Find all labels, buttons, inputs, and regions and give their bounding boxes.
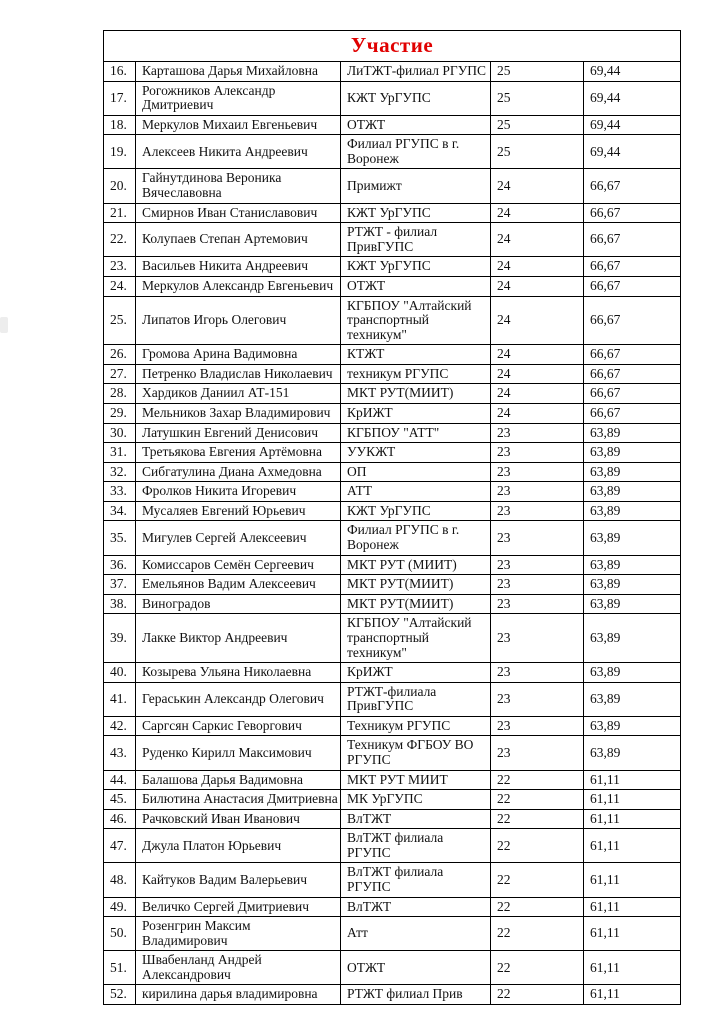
table-row [104,364,681,384]
score-cell: 22 [491,897,584,917]
percent-cell: 61,11 [584,951,681,985]
participant-name-cell: Сибгатулина Диана Ахмедовна [136,462,341,482]
row-number-cell: 17. [104,81,136,115]
institution-cell: МКТ РУТ (МИИТ) [341,555,491,575]
score-cell: 24 [491,384,584,404]
percent-cell: 63,89 [584,716,681,736]
table-row [104,829,681,863]
percent-cell: 63,89 [584,462,681,482]
row-number-cell: 31. [104,443,136,463]
row-number-cell: 37. [104,575,136,595]
row-number-cell: 25. [104,296,136,345]
table-row [104,985,681,1005]
score-cell: 23 [491,462,584,482]
participant-name-cell: Фролков Никита Игоревич [136,482,341,502]
row-number-cell: 48. [104,863,136,897]
participant-name-cell: Колупаев Степан Артемович [136,223,341,257]
institution-cell: КТЖТ [341,345,491,365]
participant-name-cell: Рачковский Иван Иванович [136,809,341,829]
score-cell: 25 [491,135,584,169]
row-number-cell: 28. [104,384,136,404]
table-row [104,951,681,985]
table-row [104,203,681,223]
participant-name-cell: Козырева Ульяна Николаевна [136,663,341,683]
score-cell: 24 [491,223,584,257]
percent-cell: 63,89 [584,594,681,614]
percent-cell: 61,11 [584,917,681,951]
table-row [104,863,681,897]
score-cell: 24 [491,403,584,423]
percent-cell: 66,67 [584,296,681,345]
percent-cell: 66,67 [584,223,681,257]
table-row [104,403,681,423]
row-number-cell: 35. [104,521,136,555]
score-cell: 23 [491,575,584,595]
table-row [104,614,681,663]
participant-name-cell: Комиссаров Семён Сергеевич [136,555,341,575]
institution-cell: КрИЖТ [341,403,491,423]
institution-cell: МК УрГУПС [341,790,491,810]
score-cell: 23 [491,423,584,443]
row-number-cell: 22. [104,223,136,257]
percent-cell: 63,89 [584,482,681,502]
percent-cell: 61,11 [584,897,681,917]
row-number-cell: 19. [104,135,136,169]
table-row [104,276,681,296]
institution-cell: ВлТЖТ филиала РГУПС [341,863,491,897]
scan-artifact-mark [0,317,8,333]
participant-name-cell: Громова Арина Вадимовна [136,345,341,365]
score-cell: 24 [491,257,584,277]
score-cell: 23 [491,716,584,736]
institution-cell: Филиал РГУПС в г. Воронеж [341,135,491,169]
row-number-cell: 44. [104,770,136,790]
participants-table [103,30,681,1005]
percent-cell: 61,11 [584,985,681,1005]
institution-cell: КГБПОУ "Алтайский транспортный техникум" [341,614,491,663]
table-row [104,345,681,365]
percent-cell: 63,89 [584,575,681,595]
score-cell: 23 [491,663,584,683]
percent-cell: 63,89 [584,663,681,683]
institution-cell: МКТ РУТ МИИТ [341,770,491,790]
row-number-cell: 46. [104,809,136,829]
participant-name-cell: Карташова Дарья Михайловна [136,62,341,82]
participant-name-cell: Лакке Виктор Андреевич [136,614,341,663]
participant-name-cell: Гераськин Александр Олегович [136,682,341,716]
percent-cell: 69,44 [584,81,681,115]
table-row [104,62,681,82]
participant-name-cell: Смирнов Иван Станиславович [136,203,341,223]
participant-name-cell: Кайтуков Вадим Валерьевич [136,863,341,897]
percent-cell: 66,67 [584,403,681,423]
score-cell: 23 [491,501,584,521]
row-number-cell: 26. [104,345,136,365]
institution-cell: РТЖТ-филиала ПривГУПС [341,682,491,716]
table-row [104,790,681,810]
row-number-cell: 23. [104,257,136,277]
row-number-cell: 43. [104,736,136,770]
row-number-cell: 32. [104,462,136,482]
institution-cell: РТЖТ - филиал ПривГУПС [341,223,491,257]
row-number-cell: 39. [104,614,136,663]
participant-name-cell: Мельников Захар Владимирович [136,403,341,423]
participant-name-cell: Балашова Дарья Вадимовна [136,770,341,790]
institution-cell: КГБПОУ "Алтайский транспортный техникум" [341,296,491,345]
percent-cell: 66,67 [584,364,681,384]
participant-name-cell: Руденко Кирилл Максимович [136,736,341,770]
row-number-cell: 21. [104,203,136,223]
score-cell: 24 [491,169,584,203]
participant-name-cell: Латушкин Евгений Денисович [136,423,341,443]
table-row [104,809,681,829]
percent-cell: 69,44 [584,115,681,135]
participant-name-cell: кирилина дарья владимировна [136,985,341,1005]
table-row [104,135,681,169]
institution-cell: ОТЖТ [341,276,491,296]
participants-table-body [104,62,681,1005]
table-row [104,115,681,135]
percent-cell: 61,11 [584,809,681,829]
institution-cell: ОП [341,462,491,482]
table-row [104,482,681,502]
row-number-cell: 18. [104,115,136,135]
participant-name-cell: Мусаляев Евгений Юрьевич [136,501,341,521]
table-row [104,423,681,443]
participant-name-cell: Меркулов Михаил Евгеньевич [136,115,341,135]
row-number-cell: 36. [104,555,136,575]
institution-cell: КЖТ УрГУПС [341,203,491,223]
table-row [104,663,681,683]
table-row [104,736,681,770]
participant-name-cell: Джула Платон Юрьевич [136,829,341,863]
page-title: Участие [104,31,681,62]
institution-cell: техникум РГУПС [341,364,491,384]
table-row [104,770,681,790]
percent-cell: 61,11 [584,863,681,897]
participant-name-cell: Мигулев Сергей Алексеевич [136,521,341,555]
row-number-cell: 47. [104,829,136,863]
table-row [104,917,681,951]
institution-cell: МКТ РУТ(МИИТ) [341,384,491,404]
table-row [104,462,681,482]
percent-cell: 63,89 [584,555,681,575]
score-cell: 23 [491,736,584,770]
table-row [104,169,681,203]
institution-cell: КрИЖТ [341,663,491,683]
percent-cell: 66,67 [584,276,681,296]
row-number-cell: 51. [104,951,136,985]
row-number-cell: 29. [104,403,136,423]
participant-name-cell: Величко Сергей Дмитриевич [136,897,341,917]
score-cell: 23 [491,482,584,502]
institution-cell: ВлТЖТ филиала РГУПС [341,829,491,863]
row-number-cell: 34. [104,501,136,521]
table-row [104,555,681,575]
percent-cell: 61,11 [584,770,681,790]
institution-cell: КГБПОУ "АТТ" [341,423,491,443]
percent-cell: 66,67 [584,384,681,404]
score-cell: 24 [491,276,584,296]
score-cell: 23 [491,682,584,716]
row-number-cell: 42. [104,716,136,736]
institution-cell: Техникум РГУПС [341,716,491,736]
participant-name-cell: Саргсян Саркис Геворгович [136,716,341,736]
institution-cell: УУКЖТ [341,443,491,463]
score-cell: 22 [491,770,584,790]
row-number-cell: 38. [104,594,136,614]
institution-cell: КЖТ УрГУПС [341,257,491,277]
score-cell: 22 [491,809,584,829]
score-cell: 25 [491,81,584,115]
institution-cell: МКТ РУТ(МИИТ) [341,594,491,614]
participant-name-cell: Розенгрин Максим Владимирович [136,917,341,951]
table-row [104,81,681,115]
table-row [104,296,681,345]
table-row [104,384,681,404]
percent-cell: 66,67 [584,345,681,365]
percent-cell: 63,89 [584,443,681,463]
institution-cell: Техникум ФГБОУ ВО РГУПС [341,736,491,770]
percent-cell: 63,89 [584,614,681,663]
score-cell: 23 [491,614,584,663]
participant-name-cell: Васильев Никита Андреевич [136,257,341,277]
participant-name-cell: Билютина Анастасия Дмитриевна [136,790,341,810]
score-cell: 24 [491,345,584,365]
title-row [104,31,681,62]
percent-cell: 66,67 [584,257,681,277]
score-cell: 22 [491,985,584,1005]
score-cell: 25 [491,62,584,82]
institution-cell: КЖТ УрГУПС [341,81,491,115]
institution-cell: ВлТЖТ [341,809,491,829]
row-number-cell: 20. [104,169,136,203]
institution-cell: ВлТЖТ [341,897,491,917]
score-cell: 24 [491,296,584,345]
table-row [104,257,681,277]
participant-name-cell: Гайнутдинова Вероника Вячеславовна [136,169,341,203]
row-number-cell: 30. [104,423,136,443]
participant-name-cell: Швабенланд Андрей Александрович [136,951,341,985]
row-number-cell: 50. [104,917,136,951]
table-row [104,443,681,463]
percent-cell: 69,44 [584,135,681,169]
percent-cell: 66,67 [584,203,681,223]
score-cell: 23 [491,521,584,555]
score-cell: 22 [491,829,584,863]
table-row [104,521,681,555]
score-cell: 23 [491,443,584,463]
row-number-cell: 27. [104,364,136,384]
table-row [104,223,681,257]
institution-cell: ОТЖТ [341,951,491,985]
institution-cell: АТТ [341,482,491,502]
institution-cell: ЛиТЖТ-филиал РГУПС [341,62,491,82]
percent-cell: 69,44 [584,62,681,82]
table-row [104,594,681,614]
participant-name-cell: Хардиков Даниил АТ-151 [136,384,341,404]
score-cell: 23 [491,555,584,575]
percent-cell: 61,11 [584,790,681,810]
institution-cell: РТЖТ филиал Прив [341,985,491,1005]
percent-cell: 63,89 [584,682,681,716]
score-cell: 25 [491,115,584,135]
percent-cell: 61,11 [584,829,681,863]
table-row [104,897,681,917]
table-row [104,501,681,521]
score-cell: 22 [491,917,584,951]
institution-cell: МКТ РУТ(МИИТ) [341,575,491,595]
percent-cell: 63,89 [584,736,681,770]
row-number-cell: 24. [104,276,136,296]
row-number-cell: 40. [104,663,136,683]
institution-cell: Примижт [341,169,491,203]
score-cell: 24 [491,364,584,384]
percent-cell: 63,89 [584,423,681,443]
row-number-cell: 41. [104,682,136,716]
participant-name-cell: Рогожников Александр Дмитриевич [136,81,341,115]
row-number-cell: 16. [104,62,136,82]
participant-name-cell: Липатов Игорь Олегович [136,296,341,345]
participant-name-cell: Емельянов Вадим Алексеевич [136,575,341,595]
institution-cell: Филиал РГУПС в г. Воронеж [341,521,491,555]
institution-cell: ОТЖТ [341,115,491,135]
institution-cell: Атт [341,917,491,951]
row-number-cell: 52. [104,985,136,1005]
institution-cell: КЖТ УрГУПС [341,501,491,521]
participant-name-cell: Виноградов [136,594,341,614]
participant-name-cell: Петренко Владислав Николаевич [136,364,341,384]
row-number-cell: 45. [104,790,136,810]
table-row [104,575,681,595]
participant-name-cell: Третьякова Евгения Артёмовна [136,443,341,463]
percent-cell: 63,89 [584,501,681,521]
participant-name-cell: Алексеев Никита Андреевич [136,135,341,169]
score-cell: 24 [491,203,584,223]
score-cell: 22 [491,951,584,985]
percent-cell: 66,67 [584,169,681,203]
row-number-cell: 49. [104,897,136,917]
table-row [104,682,681,716]
table-row [104,716,681,736]
participant-name-cell: Меркулов Александр Евгеньевич [136,276,341,296]
score-cell: 22 [491,863,584,897]
score-cell: 23 [491,594,584,614]
score-cell: 22 [491,790,584,810]
percent-cell: 63,89 [584,521,681,555]
row-number-cell: 33. [104,482,136,502]
